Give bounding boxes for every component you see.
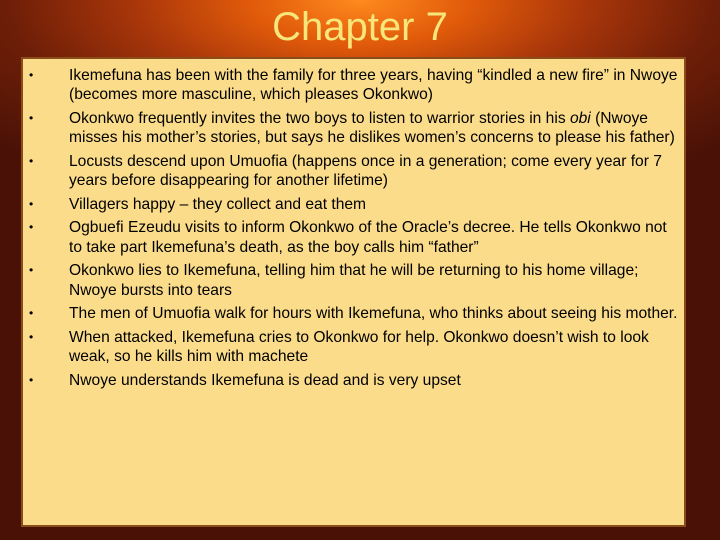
bullet-text-emphasis: obi xyxy=(569,109,591,127)
bullet-text: Ogbuefi Ezeudu visits to inform Okonkwo of the Oracle’s decree. He tells Okonkwo not to take part Ikemefuna’s death, as the boy calls him “father” xyxy=(69,219,667,256)
bullet-dot-icon: • xyxy=(29,196,34,211)
bullet-text: The men of Umuofia walk for hours with Ikemefuna, who thinks about seeing his mother. xyxy=(69,305,678,323)
bullet-item xyxy=(23,195,684,214)
bullet-item xyxy=(23,261,684,299)
bullet-text: Okonkwo lies to Ikemefuna, telling him that he will be returning to his home village; Nwoye bursts into tears xyxy=(69,262,639,299)
bullet-list xyxy=(23,66,684,395)
bullet-dot-icon: • xyxy=(29,306,34,321)
bullet-text: Locusts descend upon Umuofia (happens once in a generation; come every year for 7 years before disappearing for another lifetime) xyxy=(69,152,662,190)
bullet-text: Okonkwo frequently invites the two boys to listen to warrior stories in his xyxy=(69,109,570,127)
bullet-dot-icon: • xyxy=(29,372,34,387)
bullet-dot-icon: • xyxy=(29,68,34,82)
bullet-item xyxy=(23,218,684,256)
bullet-item xyxy=(23,66,684,104)
bullet-text: Nwoye understands Ikemefuna is dead and is very upset xyxy=(69,371,461,389)
bullet-dot-icon: • xyxy=(29,153,34,168)
content-box xyxy=(21,57,686,527)
bullet-dot-icon: • xyxy=(29,263,34,278)
slide-title: Chapter 7 xyxy=(272,5,448,49)
bullet-text: Villagers happy – they collect and eat them xyxy=(69,195,367,213)
bullet-dot-icon: • xyxy=(29,220,34,235)
bullet-dot-icon: • xyxy=(29,329,34,344)
bullet-item xyxy=(23,328,684,366)
bullet-item xyxy=(23,304,684,323)
bullet-item xyxy=(23,152,684,190)
bullet-text: When attacked, Ikemefuna cries to Okonkwo for help. Okonkwo doesn’t wish to look weak, so he kills him with machete xyxy=(69,328,649,366)
bullet-item xyxy=(23,109,684,147)
bullet-text: (Nwoye misses his mother’s stories, but says he dislikes women’s concerns to please his father) xyxy=(69,109,675,147)
bullet-dot-icon: • xyxy=(29,110,34,125)
bullet-item xyxy=(23,371,684,390)
bullet-text: Ikemefuna has been with the family for three years, having “kindled a new fire” in Nwoye (becomes more masculine, which pleases Okonkwo) xyxy=(69,67,678,104)
